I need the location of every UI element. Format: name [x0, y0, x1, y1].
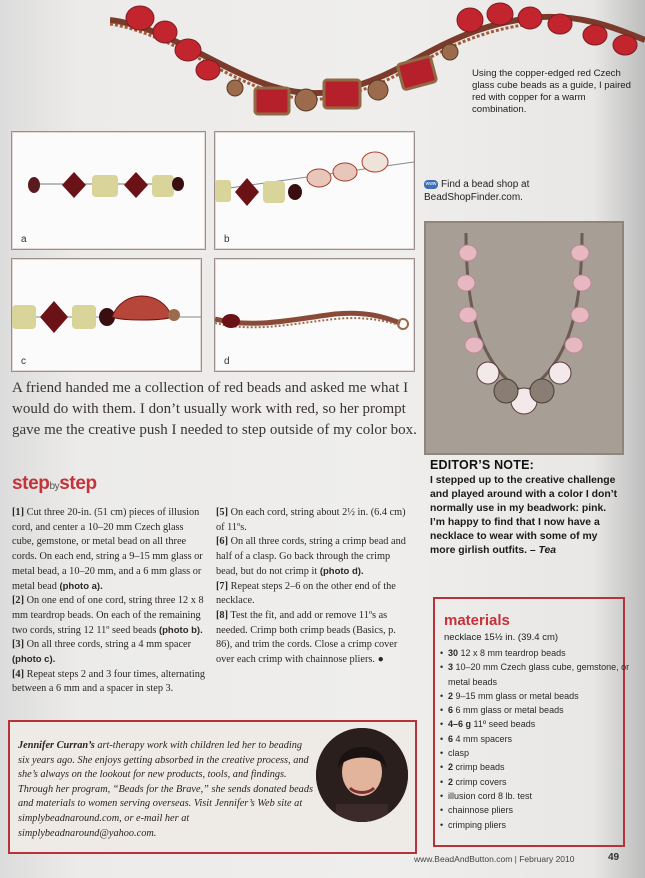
- photo-d-label: d: [224, 356, 230, 367]
- photo-a-beads: [12, 132, 205, 249]
- materials-item: • chainnose pliers: [448, 803, 645, 817]
- bead-shop-finder[interactable]: [424, 178, 624, 204]
- page-number: 49: [608, 852, 620, 863]
- title-step-2: step: [59, 473, 97, 494]
- end-mark-icon: ●: [377, 654, 384, 666]
- materials-item: • illusion cord 8 lb. test: [448, 789, 645, 803]
- editors-note-text: I stepped up to the creative challenge and played around with a color I don’t normally use in my beadwork: pink. I’m happy to find that I now have a necklace to wear with some of my more girlish outfits.: [430, 475, 618, 556]
- materials-item: • crimping pliers: [448, 818, 645, 832]
- photo-c-label: c: [21, 356, 26, 367]
- editors-note-heading: EDITOR’S NOTE:: [430, 458, 534, 472]
- steps-column-1: [12, 506, 207, 697]
- materials-list: [448, 646, 645, 832]
- step-photo-a: [11, 131, 206, 250]
- materials-item: • 30 12 x 8 mm teardrop beads: [448, 646, 645, 660]
- step-2: [2] On one end of one cord, string three 12 x 8 mm teardrop beads. On each of the remaining two cords, string 12 11º seed beads (photo b).: [12, 595, 204, 636]
- materials-item: • 4–6 g 11º seed beads: [448, 717, 645, 731]
- materials-item: • clasp: [448, 746, 645, 760]
- materials-item: • 6 4 mm spacers: [448, 732, 645, 746]
- title-by: by: [49, 481, 60, 492]
- step-photo-d: [214, 258, 415, 372]
- step-8: [8] Test the fit, and add or remove 11ºs as needed. Crimp both crimp beads (Basics, p. 86), and trim the cords. Close a crimp cover over each crimp with chainnose pliers. ●: [216, 609, 398, 666]
- materials-item: • 6 6 mm glass or metal beads: [448, 703, 645, 717]
- hero-caption: Using the copper-edged red Czech glass cube beads as a guide, I paired red with copper for a warm combination.: [472, 68, 631, 115]
- photo-c-beads: [12, 259, 201, 371]
- author-avatar: [316, 728, 408, 822]
- author-name: Jennifer Curran’s: [18, 740, 95, 751]
- editors-note-signature: – Tea: [529, 545, 557, 556]
- footer-url[interactable]: www.BeadAndButton.com | February 2010: [414, 854, 575, 864]
- editors-note: [430, 458, 622, 558]
- step-4: [4] Repeat steps 2 and 3 four times, alternating between a 6 mm and a spacer in step 3.: [12, 668, 206, 695]
- materials-heading: materials: [444, 612, 510, 629]
- editor-necklace-photo: [424, 221, 624, 455]
- materials-item: • 2 crimp covers: [448, 775, 645, 789]
- step-by-step-title: [12, 473, 97, 495]
- materials-item: • 2 crimp beads: [448, 760, 645, 774]
- materials-item: • 2 9–15 mm glass or metal beads: [448, 689, 645, 703]
- author-bio-text: [18, 739, 313, 841]
- bead-shop-line1: Find a bead shop at: [441, 179, 530, 190]
- step-5: [5] On each cord, string about 2½ in. (6.4 cm) of 11ºs.: [216, 507, 406, 533]
- title-step-1: step: [12, 473, 50, 494]
- step-6: [6] On all three cords, string a crimp bead and half of a clasp. Go back through the crimp bead, but do not crimp it (photo d).: [216, 536, 406, 577]
- photo-b-label: b: [224, 234, 230, 245]
- steps-column-2: [216, 506, 414, 668]
- intro-paragraph: A friend handed me a collection of red beads and asked me what I would do with them. I don’t usually work with red, so her prompt gave me the creative push I needed to step outside of my color box.: [12, 380, 417, 438]
- step-7: [7] Repeat steps 2–6 on the other end of the necklace.: [216, 580, 396, 607]
- step-photo-b: [214, 131, 415, 250]
- photo-a-label: a: [21, 234, 27, 245]
- materials-item: • 3 10–20 mm Czech glass cube, gemstone, or metal beads: [448, 660, 645, 689]
- photo-d-beads: [215, 259, 414, 371]
- step-photo-c: [11, 258, 202, 372]
- bead-shop-link[interactable]: BeadShopFinder.com.: [424, 192, 523, 203]
- step-1: [1] Cut three 20-in. (51 cm) pieces of illusion cord, and center a 10–20 mm Czech glass cube, gemstone, or metal bead on all three cords. On each end, string a 9–15 mm glass or metal bead, a 10–20 mm, and a 6 mm glass or metal bead (photo a).: [12, 507, 203, 592]
- step-3: [3] On all three cords, string a 4 mm spacer (photo c).: [12, 639, 192, 666]
- www-icon: www: [425, 180, 437, 187]
- author-bio-body: art-therapy work with children led her to beading six years ago. She enjoys getting absorbed in the creative process, and she’s always on the lookout for new products, tools, and findings. Through her program, “Beads for the Brave,” she sends donated beads and materials to women serving overseas. Visit Jennifer’s Web site at simplybeadnaround.com, or e-mail her at simplybeadnaround@yahoo.com.: [18, 740, 313, 839]
- materials-subheading: necklace 15½ in. (39.4 cm): [444, 632, 559, 643]
- photo-b-beads: [215, 132, 414, 249]
